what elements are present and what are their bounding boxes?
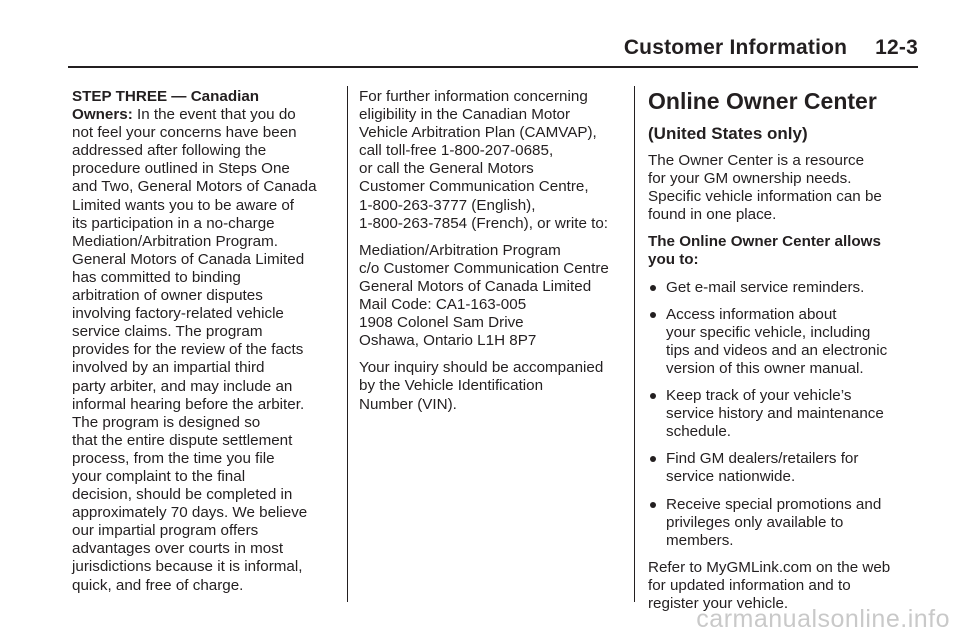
- paragraph-line: for updated information and to: [648, 576, 851, 594]
- camvap-paragraph: [359, 88, 627, 233]
- paragraph-line: register your vehicle.: [648, 594, 789, 612]
- header-rule: [68, 66, 918, 68]
- list-item-line: privileges only available to: [666, 513, 844, 531]
- address-line: c/o Customer Communication Centre: [359, 259, 609, 277]
- paragraph-line: 1-800-263-7854 (French), or write to:: [359, 214, 609, 232]
- paragraph-line: call toll-free 1-800-207-0685,: [359, 142, 554, 160]
- paragraph-line: The Owner Center is a resource: [648, 152, 865, 169]
- paragraph-line: Refer to MyGMLink.com on the web: [648, 558, 891, 576]
- allows-heading: [648, 233, 918, 269]
- column-middle: [359, 88, 627, 423]
- list-item-line: Receive special promotions and: [666, 495, 882, 513]
- paragraph-line: addressed after following the: [72, 142, 267, 160]
- column-left: [72, 88, 340, 604]
- list-item: [648, 279, 918, 297]
- list-item-line: service history and maintenance: [666, 405, 884, 423]
- address-line: Mediation/Arbitration Program: [359, 241, 561, 259]
- paragraph-line: or call the General Motors: [359, 160, 534, 178]
- paragraph-line: Specific vehicle information can be: [648, 188, 882, 206]
- paragraph-line: process, from the time you file: [72, 449, 275, 467]
- paragraph-line: 1-800-263-3777 (English),: [359, 196, 536, 214]
- paragraph-line: involved by an impartial third: [72, 359, 265, 377]
- section-title: Customer Information: [623, 36, 848, 59]
- paragraph-line: decision, should be completed in: [72, 486, 293, 504]
- bullet-icon: [650, 393, 656, 399]
- united-states-only-subheading: (United States only): [648, 124, 808, 143]
- paragraph-line: involving factory-related vehicle: [72, 305, 284, 323]
- list-item-line: members.: [666, 531, 734, 549]
- list-item-line: Access information about: [666, 305, 837, 323]
- bullet-icon: [650, 312, 656, 318]
- address-line: General Motors of Canada Limited: [359, 277, 592, 295]
- list-item-line: version of this owner manual.: [666, 359, 864, 377]
- paragraph-line: In the event that you do: [132, 106, 296, 124]
- page-number: 12-3: [875, 36, 918, 59]
- paragraph-line: its participation in a no-charge: [72, 214, 275, 232]
- owners-label: Owners:: [72, 106, 133, 124]
- paragraph-line: by the Vehicle Identification: [359, 377, 544, 395]
- paragraph-line: Mediation/Arbitration Program.: [72, 232, 278, 250]
- list-item-line: Get e-mail service reminders.: [666, 278, 865, 296]
- online-owner-center-heading: Online Owner Center: [648, 88, 877, 114]
- list-item-line: Find GM dealers/retailers for: [666, 450, 859, 468]
- paragraph-line: not feel your concerns have been: [72, 124, 297, 142]
- paragraph-line: you to:: [648, 251, 699, 269]
- address-line: Oshawa, Ontario L1H 8P7: [359, 332, 537, 350]
- address-line: Mail Code: CA1-163-005: [359, 296, 527, 314]
- paragraph-line: our impartial program offers: [72, 522, 259, 540]
- paragraph-line: General Motors of Canada Limited: [72, 250, 305, 268]
- paragraph-line: quick, and free of charge.: [72, 576, 244, 594]
- column-right: [648, 88, 918, 622]
- step-three-heading: STEP THREE — Canadian: [72, 88, 260, 105]
- paragraph-line: service claims. The program: [72, 323, 263, 341]
- paragraph-line: Vehicle Arbitration Plan (CAMVAP),: [359, 124, 597, 142]
- address-line: 1908 Colonel Sam Drive: [359, 314, 524, 332]
- list-item-line: tips and videos and an electronic: [666, 341, 888, 359]
- watermark: carmanualsonline.info: [696, 605, 950, 633]
- paragraph-line: jurisdictions because it is informal,: [72, 558, 303, 576]
- paragraph-line: informal hearing before the arbiter.: [72, 395, 305, 413]
- list-item: [648, 450, 918, 486]
- list-item: [648, 387, 918, 441]
- paragraph-line: Customer Communication Centre,: [359, 178, 589, 196]
- mailing-address: [359, 242, 627, 351]
- paragraph-line: For further information concerning: [359, 88, 588, 105]
- list-item: [648, 306, 918, 378]
- list-item-line: your specific vehicle, including: [666, 323, 871, 341]
- paragraph-line: procedure outlined in Steps One: [72, 160, 290, 178]
- paragraph-line: party arbiter, and may include an: [72, 377, 293, 395]
- step-three-paragraph: [72, 88, 340, 595]
- paragraph-line: Your inquiry should be accompanied: [359, 359, 604, 377]
- paragraph-line: advantages over courts in most: [72, 540, 284, 558]
- list-item: [648, 496, 918, 550]
- bullet-icon: [650, 502, 656, 508]
- paragraph-line: The program is designed so: [72, 413, 261, 431]
- paragraph-line: has committed to binding: [72, 268, 241, 286]
- page-header: [624, 36, 918, 60]
- paragraph-line: The Online Owner Center allows: [648, 233, 881, 251]
- paragraph-line: provides for the review of the facts: [72, 341, 304, 359]
- paragraph-line: eligibility in the Canadian Motor: [359, 106, 571, 124]
- column-divider-2: [634, 86, 635, 602]
- paragraph-line: your complaint to the final: [72, 467, 246, 485]
- paragraph-line: Limited wants you to be aware of: [72, 196, 295, 214]
- owner-center-intro: [648, 152, 918, 224]
- paragraph-line: that the entire dispute settlement: [72, 431, 293, 449]
- paragraph-line: for your GM ownership needs.: [648, 170, 852, 188]
- paragraph-line: and Two, General Motors of Canada: [72, 178, 317, 196]
- bullet-icon: [650, 456, 656, 462]
- bullet-icon: [650, 285, 656, 291]
- paragraph-line: Number (VIN).: [359, 395, 457, 413]
- list-item-line: schedule.: [666, 423, 732, 441]
- vin-paragraph: [359, 359, 627, 413]
- list-item-line: Keep track of your vehicle’s: [666, 387, 852, 405]
- paragraph-line: found in one place.: [648, 206, 777, 224]
- list-item-line: service nationwide.: [666, 468, 796, 486]
- paragraph-line: arbitration of owner disputes: [72, 287, 263, 305]
- column-divider-1: [347, 86, 348, 602]
- feature-list: [648, 279, 918, 550]
- paragraph-line: approximately 70 days. We believe: [72, 504, 308, 522]
